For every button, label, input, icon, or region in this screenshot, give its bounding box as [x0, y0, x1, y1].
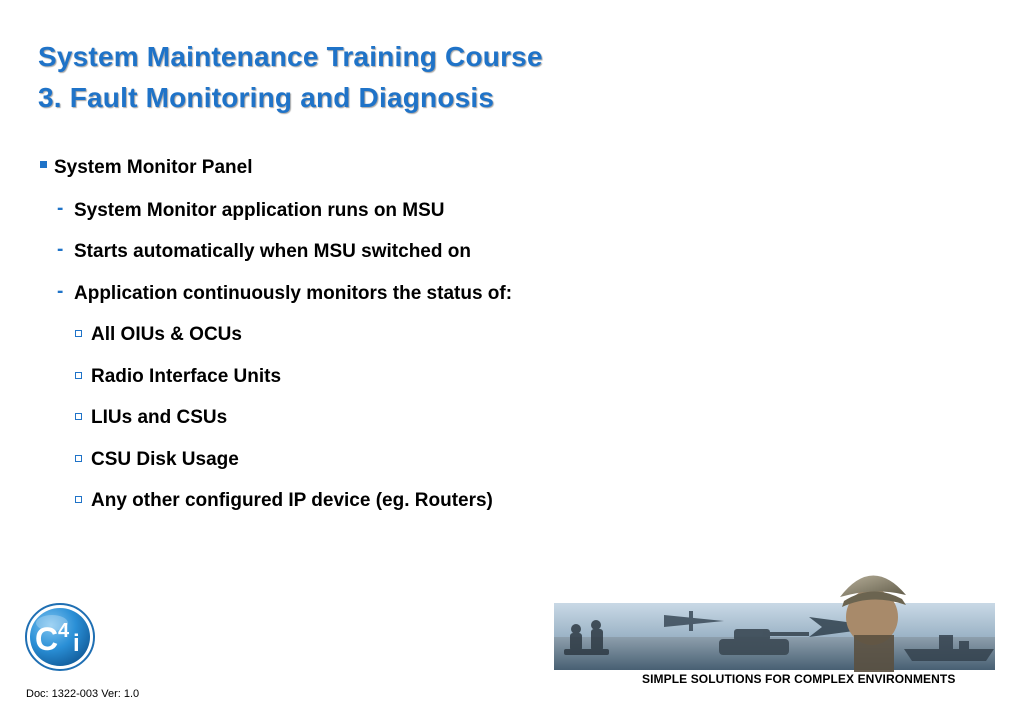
- hollow-square-bullet-icon: [75, 330, 82, 337]
- monitored-item: Any other configured IP device (eg. Routers): [91, 490, 493, 511]
- title-line-2: 3. Fault Monitoring and Diagnosis: [38, 82, 495, 113]
- monitored-item: All OIUs & OCUs: [91, 324, 242, 345]
- military-montage-image: [554, 557, 995, 672]
- monitored-item: Radio Interface Units: [91, 366, 282, 387]
- c4i-logo-icon: [22, 601, 98, 673]
- dash-bullet-icon: -: [57, 281, 64, 302]
- logo-4: 4: [58, 620, 70, 642]
- bullet-heading: System Monitor Panel: [54, 157, 253, 178]
- document-reference: Doc: 1322-003 Ver: 1.0: [26, 688, 140, 700]
- banner-graphic: [554, 557, 995, 672]
- company-tagline: SIMPLE SOLUTIONS FOR COMPLEX ENVIRONMENTS: [642, 672, 956, 686]
- sub-item: Starts automatically when MSU switched on: [74, 241, 471, 262]
- logo-i: i: [73, 630, 80, 657]
- sub-item: Application continuously monitors the status of:: [74, 283, 513, 304]
- slide-title: [38, 36, 758, 118]
- logo-graphic: [22, 601, 98, 673]
- logo-c: C: [35, 621, 59, 657]
- sub-item: System Monitor application runs on MSU: [74, 200, 445, 221]
- title-line-1: System Maintenance Training Course: [38, 41, 543, 72]
- square-bullet-icon: [40, 161, 47, 168]
- monitored-item: LIUs and CSUs: [91, 407, 228, 428]
- hollow-square-bullet-icon: [75, 413, 82, 420]
- hollow-square-bullet-icon: [75, 372, 82, 379]
- dash-bullet-icon: -: [57, 239, 64, 260]
- monitored-item: CSU Disk Usage: [91, 449, 239, 470]
- dash-bullet-icon: -: [57, 198, 64, 219]
- hollow-square-bullet-icon: [75, 496, 82, 503]
- hollow-square-bullet-icon: [75, 455, 82, 462]
